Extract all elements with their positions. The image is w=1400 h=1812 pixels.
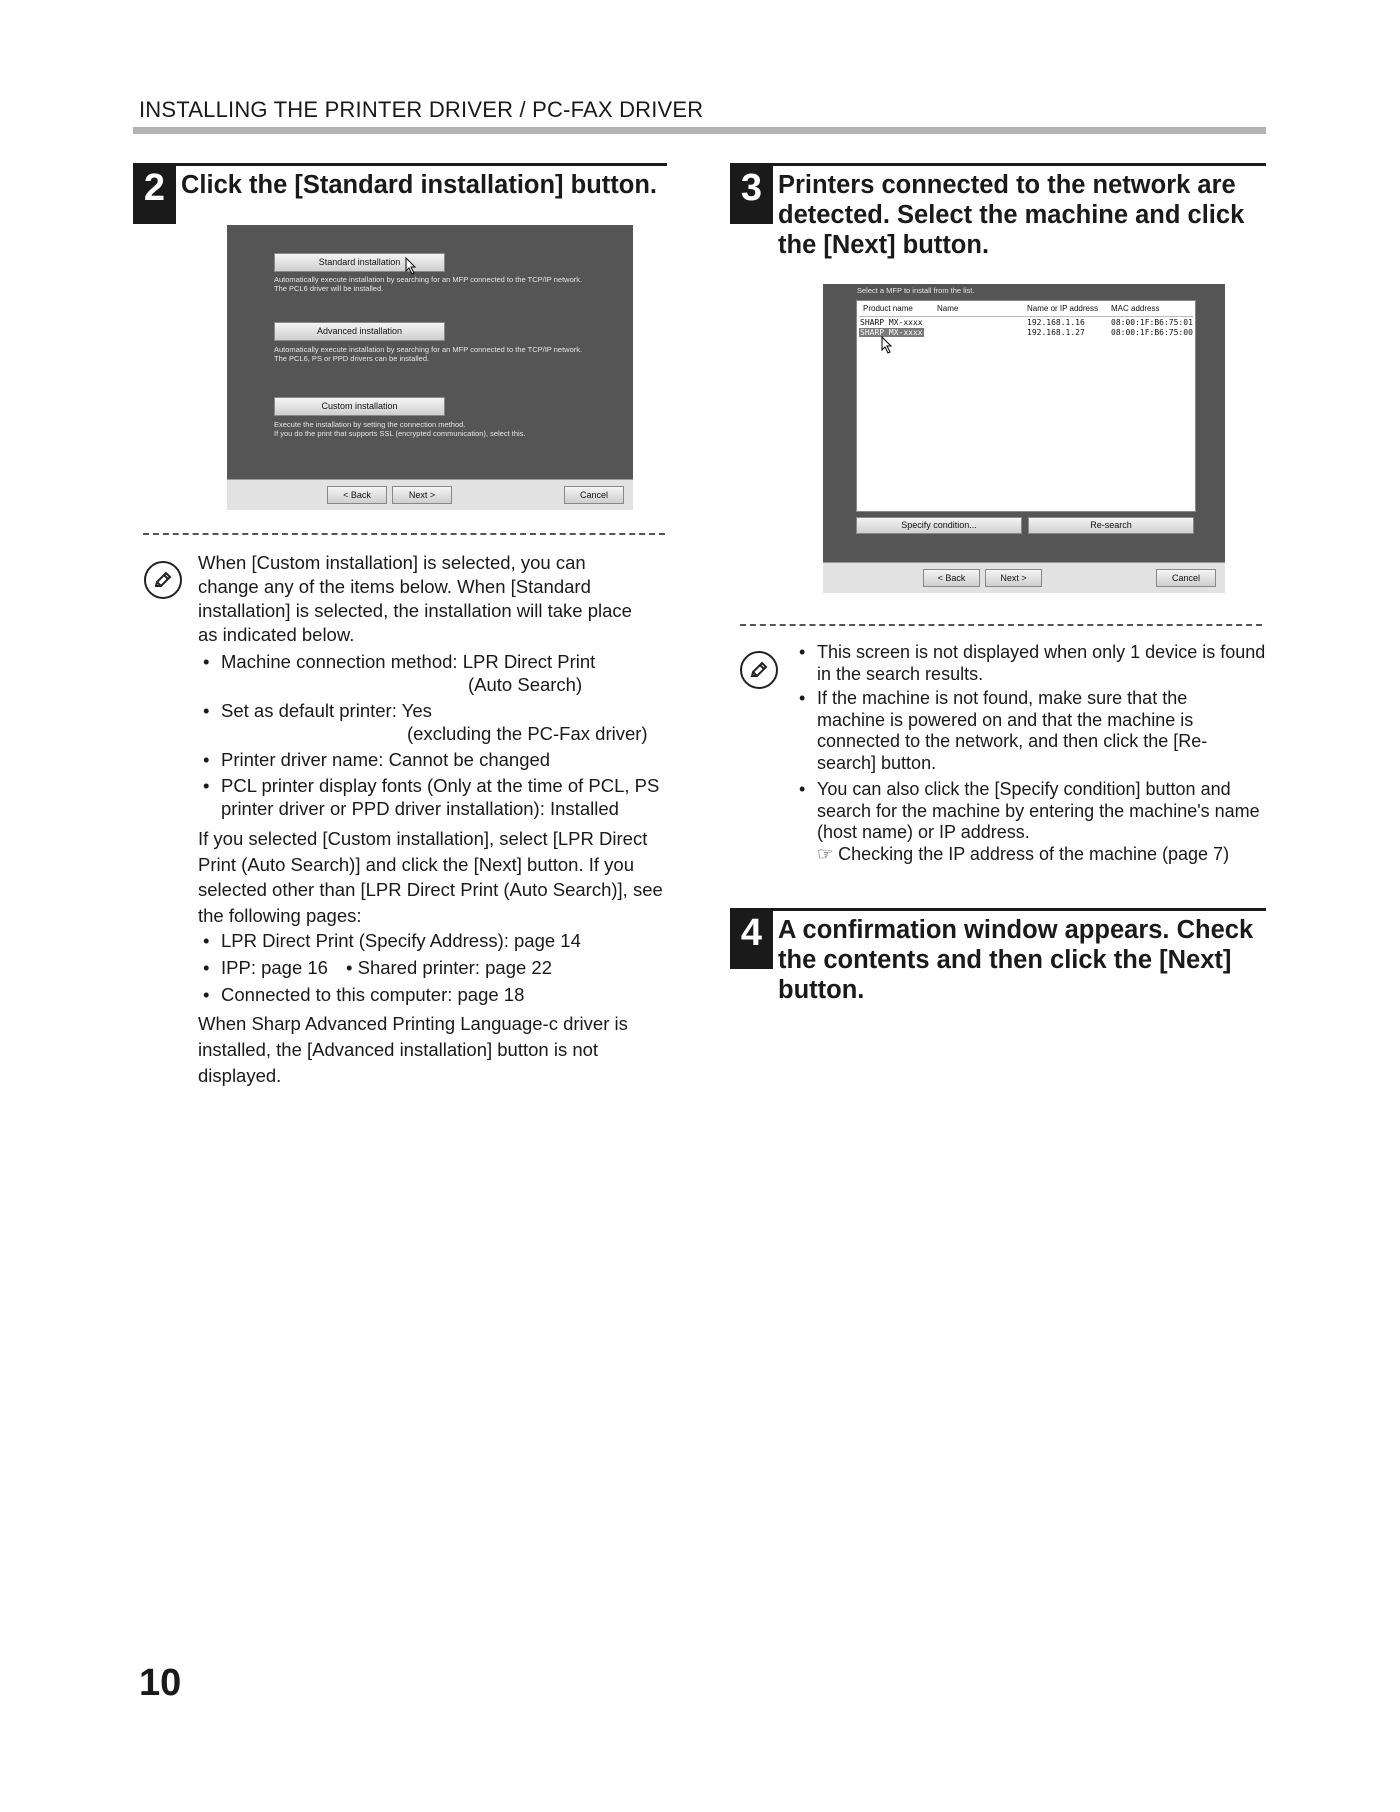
standard-desc-2: The PCL6 driver will be installed. — [274, 284, 384, 293]
note-page-ipp-shared: • IPP: page 16 • Shared printer: page 22 — [203, 957, 552, 978]
connection-value-2: (Auto Search) — [468, 674, 583, 695]
default-printer-value-2: (excluding the PC-Fax driver) — [407, 723, 648, 744]
printer-row-selected[interactable]: SHARP MX-xxxx 192.168.1.27 08:00:1F:B6:75:00 — [860, 328, 1193, 337]
advanced-installation-button[interactable]: Advanced installation — [274, 322, 445, 341]
advanced-desc-2: The PCL6, PS or PPD drivers can be installed. — [274, 354, 430, 363]
step2-note-intro: When [Custom installation] is selected, you can change any of the items below. When [Standard installation] is selected, the installation will take place as indicated below. — [198, 552, 632, 645]
default-printer-value-1: Yes — [401, 700, 432, 721]
step3-note-bullet-1: • This screen is not displayed when only 1 device is found in the search results. — [799, 642, 1266, 684]
note-page-ipp: IPP: page 16 — [221, 957, 328, 978]
ip-address-reference-link[interactable]: Checking the IP address of the machine (page 7) — [838, 843, 1230, 864]
step2-note-para1: If you selected [Custom installation], select [LPR Direct Print (Auto Search)] and click the [Next] button. If you selected other than [LPR Direct Print (Auto Search)], see the following pages: — [198, 828, 663, 926]
custom-desc-2: If you do the print that supports SSL (encrypted communication), select this. — [274, 429, 526, 438]
mouse-cursor-icon — [881, 336, 893, 354]
column-ip-address[interactable]: Name or IP address — [1027, 304, 1098, 313]
back-button[interactable]: < Back — [923, 569, 980, 587]
note-page-connected: • Connected to this computer: page 18 — [203, 984, 525, 1005]
connection-label: Machine connection method: — [221, 651, 458, 672]
note-pencil-icon — [740, 651, 778, 689]
connection-value-1: LPR Direct Print — [462, 651, 596, 672]
step4-title: A confirmation window appears. Check the contents and then click the [Next] button. — [778, 916, 1254, 1004]
header-rule — [133, 127, 1266, 134]
note-bullet-fonts: • PCL printer display fonts (Only at the time of PCL, PS printer driver or PPD driver installation): Installed — [203, 775, 660, 819]
next-button[interactable]: Next > — [392, 486, 452, 504]
printer-row[interactable]: SHARP MX-xxxx 192.168.1.16 08:00:1F:B6:75:01 — [860, 318, 1193, 327]
step2-note-divider — [143, 533, 665, 535]
dialog-button-bar — [823, 562, 1225, 593]
step2-topline — [133, 163, 667, 166]
note-bullet-driver-name: • Printer driver name: Cannot be changed — [203, 749, 551, 770]
column-mac-address[interactable]: MAC address — [1111, 304, 1160, 313]
select-mfp-dialog — [823, 284, 1225, 562]
cancel-button[interactable]: Cancel — [564, 486, 624, 504]
dialog-button-bar — [227, 479, 633, 510]
note-page-shared: Shared printer: page 22 — [357, 957, 552, 978]
header-title: INSTALLING THE PRINTER DRIVER / PC-FAX DRIVER — [139, 97, 704, 122]
custom-installation-button[interactable]: Custom installation — [274, 397, 445, 416]
select-mfp-instruction: Select a MFP to install from the list. — [857, 286, 975, 295]
column-name[interactable]: Name — [937, 304, 959, 313]
advanced-desc-1: Automatically execute installation by searching for an MFP connected to the TCP/IP network. — [274, 345, 583, 354]
column-product-name[interactable]: Product name — [863, 304, 913, 313]
step2-note-para2: When Sharp Advanced Printing Language-c driver is installed, the [Advanced installation] button is not displayed. — [198, 1013, 628, 1086]
re-search-button[interactable]: Re-search — [1028, 517, 1194, 534]
specify-condition-button[interactable]: Specify condition... — [856, 517, 1022, 534]
step3-note-divider — [740, 624, 1262, 626]
note-pencil-icon — [144, 561, 182, 599]
step2-number: 2 — [133, 163, 176, 224]
standard-installation-button[interactable]: Standard installation — [274, 253, 445, 272]
install-type-dialog — [227, 225, 633, 479]
step3-note-bullet-3: • You can also click the [Specify condition] button and search for the machine by entering the machine's name (host name) or IP address. ☞ Checking the IP address of the machine (page 7) — [799, 779, 1260, 864]
custom-desc-1: Execute the installation by setting the connection method. — [274, 420, 466, 429]
step3-number: 3 — [730, 163, 773, 224]
mouse-cursor-icon — [405, 257, 417, 275]
note-bullet-connection: • Machine connection method: LPR Direct Print (Auto Search) — [203, 650, 663, 696]
step4-topline — [730, 908, 1266, 911]
step3-title: Printers connected to the network are detected. Select the machine and click the [Next] button. — [778, 171, 1245, 259]
note-page-lpr-specify: • LPR Direct Print (Specify Address): page 14 — [203, 930, 581, 951]
step4-number: 4 — [730, 908, 773, 969]
step3-topline — [730, 163, 1266, 166]
cancel-button[interactable]: Cancel — [1156, 569, 1216, 587]
note-bullet-default-printer: • Set as default printer: Yes (excluding the PC-Fax driver) — [203, 699, 663, 745]
next-button[interactable]: Next > — [985, 569, 1042, 587]
reference-hand-icon: ☞ — [817, 843, 834, 864]
standard-desc-1: Automatically execute installation by searching for an MFP connected to the TCP/IP network. — [274, 275, 583, 284]
page-number: 10 — [139, 1662, 182, 1704]
back-button[interactable]: < Back — [327, 486, 387, 504]
step3-note-bullet-2: • If the machine is not found, make sure that the machine is powered on and that the machine is connected to the network, and then click the [Re-search] button. — [799, 688, 1208, 773]
step2-title: Click the [Standard installation] button. — [181, 171, 658, 199]
default-printer-label: Set as default printer: — [221, 700, 397, 721]
printer-list[interactable] — [856, 300, 1196, 512]
